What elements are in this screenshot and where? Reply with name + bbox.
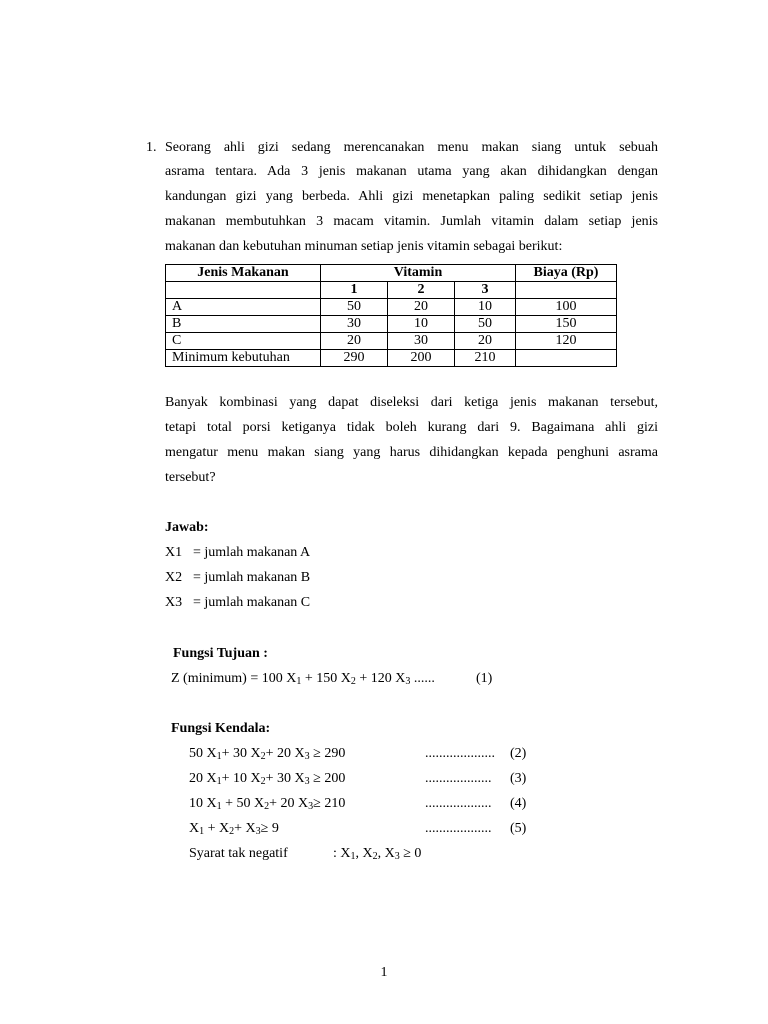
nonneg-text: , X: [377, 846, 395, 861]
objective-text: + 150 X: [301, 671, 351, 686]
objective-dots: ......: [410, 671, 435, 686]
subheader-vitamin-2: 2: [388, 282, 455, 299]
subscript: 2: [372, 851, 378, 862]
row-name: C: [166, 333, 321, 350]
equation-number: (5): [510, 821, 527, 836]
row-cost: 100: [516, 299, 617, 316]
row-name: A: [166, 299, 321, 316]
row-v1: 30: [321, 316, 388, 333]
question-number: 1.: [146, 140, 157, 155]
variable-name: X3: [165, 595, 183, 610]
constraint-expression: [189, 769, 345, 789]
row-v1: 20: [321, 333, 388, 350]
constraint-expression: [189, 819, 279, 839]
constraint-text: 20 X: [189, 771, 217, 786]
constraint-text: + 10 X: [221, 771, 261, 786]
nonneg-expression: [333, 844, 421, 864]
constraint-expression: [189, 794, 345, 814]
row-cost: 150: [516, 316, 617, 333]
subheader-empty: [166, 282, 321, 299]
nonneg-text: ≥ 0: [399, 846, 422, 861]
equation-number: (3): [510, 771, 527, 786]
row-v1: 50: [321, 299, 388, 316]
subscript: 2: [264, 801, 270, 812]
question-line: kandungan gizi yang berbeda. Ahli gizi menetapkan paling sedikit setiap jenis: [165, 189, 658, 204]
row-name: B: [166, 316, 321, 333]
header-cost: Biaya (Rp): [516, 265, 617, 282]
row-v2: 20: [388, 299, 455, 316]
constraint-text: + X: [204, 821, 230, 836]
constraint-text: 50 X: [189, 746, 217, 761]
followup-line: tersebut?: [165, 470, 216, 485]
table-row: [166, 299, 617, 316]
constraint-text: ≥ 210: [313, 796, 346, 811]
constraint-text: + 20 X: [265, 746, 305, 761]
constraint-dots: ...................: [425, 796, 492, 811]
variable-def: = jumlah makanan C: [193, 595, 311, 610]
row-name: Minimum kebutuhan: [166, 350, 321, 367]
subscript: 3: [405, 676, 411, 687]
question-line: makanan membutuhkan 3 macam vitamin. Jumlah vitamin dalam setiap jenis: [165, 214, 658, 229]
question-line: Seorang ahli gizi sedang merencanakan menu makan siang untuk sebuah: [165, 140, 658, 155]
constraints-heading: Fungsi Kendala:: [171, 721, 271, 736]
row-v3: 210: [455, 350, 516, 367]
table-subheader-row: [166, 282, 617, 299]
constraint-text: 10 X: [189, 796, 217, 811]
subscript: 2: [229, 826, 235, 837]
variable-def: = jumlah makanan A: [193, 545, 311, 560]
objective-heading: Fungsi Tujuan :: [173, 646, 268, 661]
objective-text: + 120 X: [355, 671, 406, 686]
constraint-text: + 20 X: [269, 796, 309, 811]
constraint-dots: ...................: [425, 821, 492, 836]
constraint-expression: [189, 744, 345, 764]
table-row: [166, 316, 617, 333]
subscript: 1: [350, 851, 356, 862]
row-v1: 290: [321, 350, 388, 367]
variable-name: X1: [165, 545, 183, 560]
subheader-empty: [516, 282, 617, 299]
subscript: 1: [216, 751, 222, 762]
constraint-text: X: [189, 821, 200, 836]
question-line: asrama tentara. Ada 3 jenis makanan utama yang akan dihidangkan dengan: [165, 164, 658, 179]
constraint-dots: ....................: [425, 746, 495, 761]
subheader-vitamin-1: 1: [321, 282, 388, 299]
variable-name: X2: [165, 570, 183, 585]
nonneg-text: : X: [333, 846, 351, 861]
row-cost: [516, 350, 617, 367]
followup-line: tetapi total porsi ketiganya tidak boleh kurang dari 9. Bagaimana ahli gizi: [165, 420, 658, 435]
subscript: 2: [350, 676, 356, 687]
row-cost: 120: [516, 333, 617, 350]
row-v3: 20: [455, 333, 516, 350]
objective-text: Z (minimum) = 100 X: [171, 671, 297, 686]
equation-number: (1): [476, 671, 493, 686]
subscript: 3: [255, 826, 261, 837]
subscript: 3: [308, 801, 314, 812]
subscript: 2: [260, 751, 266, 762]
vitamin-table: [165, 264, 617, 367]
row-v2: 10: [388, 316, 455, 333]
row-v2: 200: [388, 350, 455, 367]
table-row: [166, 350, 617, 367]
header-food: Jenis Makanan: [166, 265, 321, 282]
constraint-text: + 30 X: [265, 771, 305, 786]
subscript: 3: [304, 751, 310, 762]
constraint-dots: ...................: [425, 771, 492, 786]
answer-heading: Jawab:: [165, 520, 209, 535]
row-v3: 10: [455, 299, 516, 316]
subscript: 3: [394, 851, 400, 862]
row-v3: 50: [455, 316, 516, 333]
subscript: 2: [260, 776, 266, 787]
constraint-text: + 30 X: [221, 746, 261, 761]
objective-function: [171, 669, 435, 689]
equation-number: (2): [510, 746, 527, 761]
subscript: 1: [199, 826, 205, 837]
constraint-text: ≥ 9: [260, 821, 279, 836]
constraint-text: + 50 X: [221, 796, 265, 811]
question-line: makanan dan kebutuhan minuman setiap jenis vitamin sebagai berikut:: [165, 239, 563, 254]
followup-line: Banyak kombinasi yang dapat diseleksi dari ketiga jenis makanan tersebut,: [165, 395, 658, 410]
row-v2: 30: [388, 333, 455, 350]
variable-def: = jumlah makanan B: [193, 570, 311, 585]
equation-number: (4): [510, 796, 527, 811]
page-number: 1: [380, 965, 388, 980]
header-vitamin: Vitamin: [321, 265, 516, 282]
subscript: 3: [304, 776, 310, 787]
subscript: 1: [296, 676, 302, 687]
followup-line: mengatur menu makan siang yang harus dihidangkan kepada penghuni asrama: [165, 445, 658, 460]
constraint-text: ≥ 200: [309, 771, 346, 786]
nonneg-label: Syarat tak negatif: [189, 846, 288, 861]
subheader-vitamin-3: 3: [455, 282, 516, 299]
table-row: [166, 333, 617, 350]
table-header-row: [166, 265, 617, 282]
constraint-text: + X: [234, 821, 256, 836]
constraint-text: ≥ 290: [309, 746, 346, 761]
subscript: 1: [216, 801, 222, 812]
subscript: 1: [216, 776, 222, 787]
nonneg-text: , X: [355, 846, 373, 861]
